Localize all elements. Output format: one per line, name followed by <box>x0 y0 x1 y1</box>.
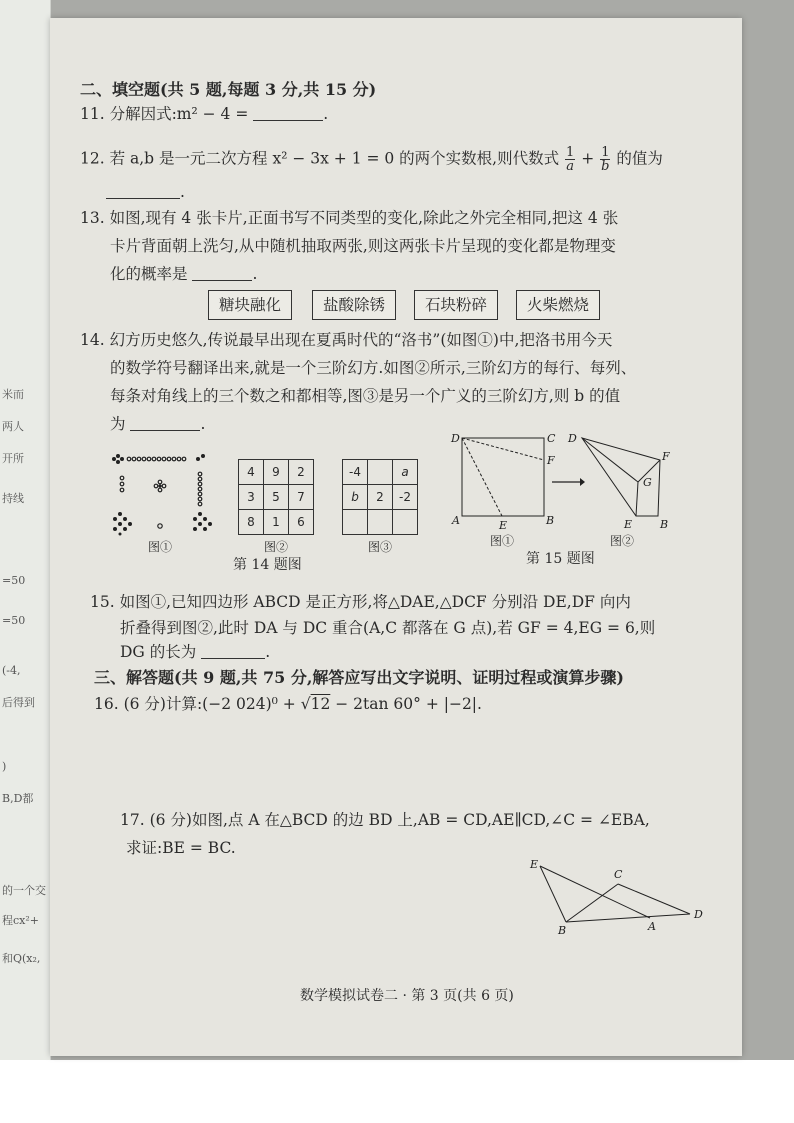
answer-blank <box>130 416 200 431</box>
grid-cell <box>368 460 393 485</box>
point-label: C <box>614 868 623 881</box>
question-13-line3: 化的概率是 . <box>110 265 258 283</box>
question-16 <box>94 694 482 714</box>
fraction-1-over-b: $\frac{1}{b}$ <box>601 145 610 174</box>
point-label: A <box>648 920 656 933</box>
page-footer: 数学模拟试卷二 · 第 3 页(共 6 页) <box>300 988 514 1004</box>
adjacent-page-edge <box>0 0 51 1060</box>
grid-cell: 8 <box>239 510 264 535</box>
grid-cell: 4 <box>239 460 264 485</box>
margin-fragment: ) <box>2 760 7 773</box>
question-13-line2: 卡片背面朝上洗匀,从中随机抽取两张,则这两张卡片呈现的变化都是物理变 <box>110 237 616 255</box>
triangle-figure-17 <box>528 856 708 936</box>
margin-fragment: 米而 <box>2 388 24 401</box>
section-title: 二、填空题(共 5 题,每题 3 分,共 15 分) <box>80 80 377 99</box>
question-text: − 2tan 60° + |−2|. <box>335 695 482 713</box>
fold-figure-2 <box>566 430 676 534</box>
grid-cell <box>393 510 418 535</box>
section-title: 三、解答题(共 9 题,共 75 分,解答应写出文字说明、证明过程或演算步骤) <box>94 668 624 687</box>
point-label: A <box>452 514 460 527</box>
point-label: B <box>558 924 567 936</box>
answer-blank <box>201 644 265 659</box>
margin-fragment: 持线 <box>2 492 24 505</box>
question-11: 11. 分解因式:m² − 4 = . <box>80 105 329 123</box>
question-14-line2: 的数学符号翻译出来,就是一个三阶幻方.如图②所示,三阶幻方的每行、每列、 <box>110 359 637 377</box>
margin-fragment: =50 <box>2 574 26 587</box>
margin-fragment: (-4, <box>2 664 21 677</box>
sqrt-sign: √12 <box>300 695 331 713</box>
question-text: 为 <box>110 415 126 433</box>
point-label: C <box>547 432 556 445</box>
margin-fragment: B,D都 <box>2 792 34 805</box>
point-label: G <box>643 476 652 489</box>
grid-cell: -4 <box>343 460 368 485</box>
point-label: F <box>547 454 555 467</box>
point-label: E <box>530 858 539 871</box>
question-text: 的值为 <box>616 149 663 168</box>
margin-fragment: 两人 <box>2 420 24 433</box>
margin-fragment: =50 <box>2 614 26 627</box>
grid-cell: 9 <box>264 460 289 485</box>
figure-label: 图① <box>148 540 173 554</box>
question-text: DG 的长为 <box>120 643 197 661</box>
grid-cell: -2 <box>393 485 418 510</box>
card-sugar-melting: 糖块融化 <box>208 290 292 320</box>
magic-square-grid-3 <box>342 459 418 535</box>
point-label: B <box>660 518 669 531</box>
margin-fragment: 开所 <box>2 452 24 465</box>
margin-fragment: 的一个交 <box>2 884 46 897</box>
question-15-line3: DG 的长为 . <box>120 643 271 661</box>
figure-label: 图② <box>264 540 289 554</box>
question-14-line1: 14. 幻方历史悠久,传说最早出现在夏禹时代的“洛书”(如图①)中,把洛书用今天 <box>80 331 613 349</box>
answer-blank <box>106 184 180 199</box>
question-text: 化的概率是 <box>110 265 188 283</box>
answer-blank <box>192 266 252 281</box>
point-label: E <box>499 519 508 532</box>
figure-label: 图② <box>610 534 635 548</box>
luoshu-figure <box>112 452 216 536</box>
point-label: F <box>662 450 670 463</box>
question-14-line3: 每条对角线上的三个数之和都相等,图③是另一个广义的三阶幻方,则 b 的值 <box>110 387 621 405</box>
grid-cell: a <box>393 460 418 485</box>
question-text: 12. 若 a,b 是一元二次方程 x² − 3x + 1 = 0 的两个实数根,则代数式 <box>80 149 560 168</box>
card-match-burning: 火柴燃烧 <box>516 290 600 320</box>
grid-cell: 7 <box>289 485 314 510</box>
figure-caption-15: 第 15 题图 <box>526 551 595 567</box>
fraction-1-over-a: $\frac{1}{a}$ <box>566 145 575 174</box>
question-15-line2: 折叠得到图②,此时 DA 与 DC 重合(A,C 都落在 G 点),若 GF = 4,EG = 6,则 <box>120 619 656 637</box>
grid-cell: 6 <box>289 510 314 535</box>
question-14-line4: 为 . <box>110 415 206 433</box>
figure-caption-14: 第 14 题图 <box>233 557 302 573</box>
plus-sign: + <box>581 149 595 168</box>
card-stone-crushing: 石块粉碎 <box>414 290 498 320</box>
question-text: 11. 分解因式:m² − 4 = <box>80 105 249 123</box>
grid-cell: 1 <box>264 510 289 535</box>
grid-cell: 5 <box>264 485 289 510</box>
magic-square-grid-2 <box>238 459 314 535</box>
grid-cell <box>343 510 368 535</box>
margin-fragment: 程cx²+ <box>2 914 39 927</box>
grid-cell: 2 <box>289 460 314 485</box>
grid-cell: 3 <box>239 485 264 510</box>
answer-blank <box>253 106 323 121</box>
margin-fragment: 和Q(x₂, <box>2 952 41 965</box>
point-label: B <box>546 514 555 527</box>
point-label: E <box>624 518 633 531</box>
question-17-line2: 求证:BE = BC. <box>126 839 236 857</box>
answer-blank-line: . <box>106 182 185 202</box>
grid-cell <box>368 510 393 535</box>
question-15-line1: 15. 如图①,已知四边形 ABCD 是正方形,将△DAE,△DCF 分别沿 DE,DF 向内 <box>90 593 631 611</box>
fold-figure-1 <box>450 430 560 534</box>
question-17-line1: 17. (6 分)如图,点 A 在△BCD 的边 BD 上,AB = CD,AE∥CD,∠C = ∠EBA, <box>120 811 650 829</box>
card-acid-rust-removal: 盐酸除锈 <box>312 290 396 320</box>
exam-page <box>50 18 742 1056</box>
point-label: D <box>694 908 703 921</box>
point-label: D <box>568 432 577 445</box>
point-label: D <box>451 432 460 445</box>
grid-cell: 2 <box>368 485 393 510</box>
margin-fragment: 后得到 <box>2 696 35 709</box>
figure-label: 图③ <box>368 540 393 554</box>
grid-cell: b <box>343 485 368 510</box>
question-text: 16. (6 分)计算:(−2 024)⁰ + <box>94 695 296 713</box>
question-12 <box>80 146 663 173</box>
question-13-line1: 13. 如图,现有 4 张卡片,正面书写不同类型的变化,除此之外完全相同,把这 4 张 <box>80 209 619 227</box>
figure-label: 图① <box>490 534 515 548</box>
